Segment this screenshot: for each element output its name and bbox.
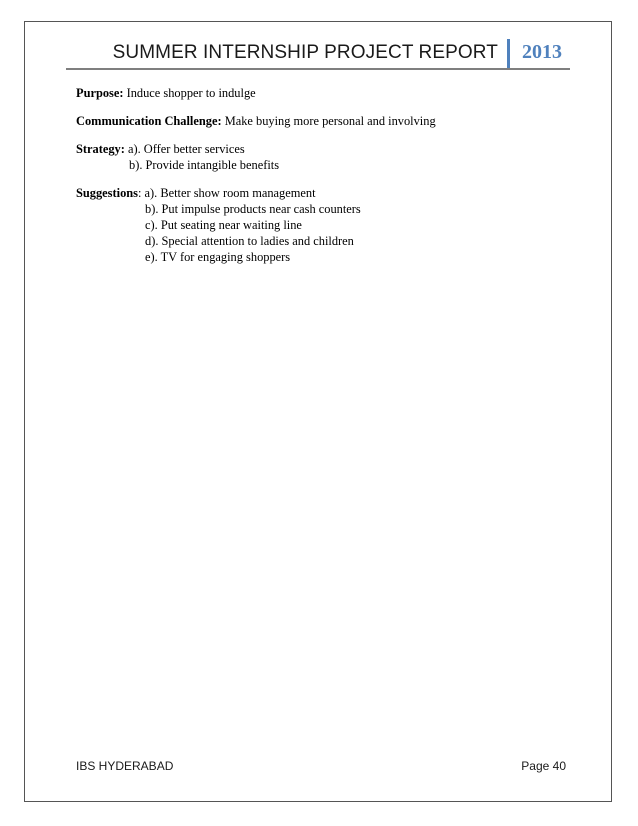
page-content xyxy=(76,85,576,277)
strategy-line-1 xyxy=(76,141,576,157)
purpose-paragraph xyxy=(76,85,576,101)
footer-institution: IBS HYDERABAD xyxy=(76,759,174,773)
communication-label: Communication Challenge: xyxy=(76,114,222,128)
suggestions-label: Suggestions xyxy=(76,186,138,200)
header-title: SUMMER INTERNSHIP PROJECT REPORT xyxy=(112,42,498,63)
communication-paragraph xyxy=(76,113,576,129)
suggestion-item: d). Special attention to ladies and children xyxy=(145,234,354,248)
strategy-item: a). Offer better services xyxy=(124,142,245,156)
header-year: 2013 xyxy=(522,41,562,63)
suggestions-line-1 xyxy=(76,185,576,201)
strategy-block xyxy=(76,141,576,173)
page-header xyxy=(66,38,570,70)
communication-text: Make buying more personal and involving xyxy=(221,114,436,128)
suggestion-item: b). Put impulse products near cash counters xyxy=(145,202,361,216)
purpose-text: Induce shopper to indulge xyxy=(123,86,256,100)
strategy-label: Strategy: xyxy=(76,142,125,156)
header-separator xyxy=(507,39,510,68)
suggestion-item: c). Put seating near waiting line xyxy=(145,218,302,232)
header-rule xyxy=(66,68,570,70)
suggestion-item: : a). Better show room management xyxy=(137,186,316,200)
purpose-label: Purpose: xyxy=(76,86,124,100)
strategy-item: b). Provide intangible benefits xyxy=(129,158,280,172)
suggestion-item: e). TV for engaging shoppers xyxy=(145,250,291,264)
suggestions-block xyxy=(76,185,576,265)
footer-page-number: Page 40 xyxy=(521,759,566,773)
